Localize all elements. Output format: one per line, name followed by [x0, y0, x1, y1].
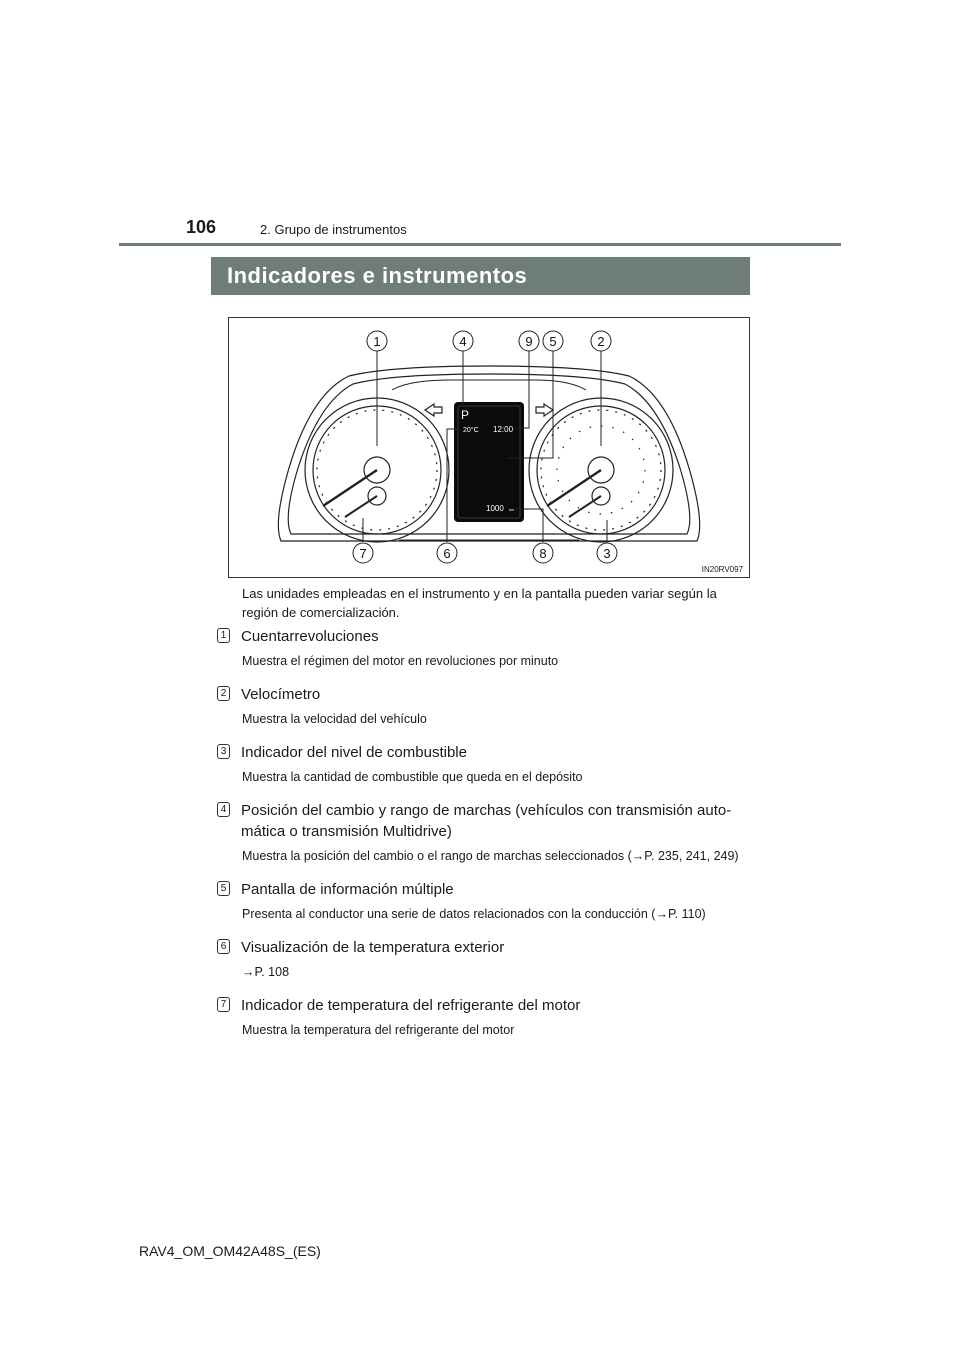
item-title: Visualización de la temperatura exterior	[241, 939, 505, 956]
figure-code: IN20RV097	[701, 565, 743, 574]
item-number-badge: 5	[217, 881, 230, 896]
item-number-badge: 6	[217, 939, 230, 954]
item-title: Indicador de temperatura del refrigerante del motor	[241, 997, 581, 1014]
callout-8: 8	[539, 546, 547, 561]
item-title: Pantalla de información múltiple	[241, 881, 454, 898]
item-description: Muestra la posición del cambio o el rango de marchas seleccionados (→P. 235, 241, 249)	[242, 849, 739, 863]
page-number: 106	[186, 217, 217, 237]
item-description: Muestra la temperatura del refrigerante del motor	[242, 1023, 515, 1037]
instrument-cluster-illustration	[229, 318, 749, 577]
item-description: Muestra la cantidad de combustible que queda en el depósito	[242, 770, 583, 784]
clock-readout: 12:00	[493, 425, 514, 434]
odometer-unit: km	[509, 507, 515, 512]
item-description: Presenta al conductor una serie de datos relacionados con la conducción (→P. 110)	[242, 907, 706, 921]
callout-4: 4	[459, 334, 467, 349]
list-item	[217, 937, 757, 981]
item-description: Muestra la velocidad del vehículo	[242, 712, 427, 726]
list-item	[217, 800, 757, 865]
list-item	[217, 626, 757, 670]
callout-1: 1	[373, 334, 381, 349]
item-list	[217, 626, 757, 1053]
header-divider	[119, 243, 841, 246]
callout-5: 5	[549, 334, 557, 349]
item-number-badge: 7	[217, 997, 230, 1012]
odometer-readout: 1000	[486, 504, 504, 513]
item-title: Cuentarrevoluciones	[241, 628, 379, 645]
item-description: →P. 108	[242, 965, 290, 979]
document-code: RAV4_OM_OM42A48S_(ES)	[139, 1243, 321, 1259]
list-item	[217, 879, 757, 923]
item-title: Posición del cambio y rango de marchas (vehículos con transmisión auto-mática o transmisión Multidrive)	[241, 802, 732, 840]
section-title-bar	[211, 257, 750, 295]
item-number-badge: 3	[217, 744, 230, 759]
units-note: Las unidades empleadas en el instrumento y en la pantalla pueden variar según la región de comercialización.	[242, 586, 717, 620]
instrument-cluster-figure	[228, 317, 750, 578]
list-item	[217, 995, 757, 1039]
item-number-badge: 2	[217, 686, 230, 701]
item-description: Muestra el régimen del motor en revoluciones por minuto	[242, 654, 559, 668]
callout-2: 2	[597, 334, 605, 349]
callout-3: 3	[603, 546, 611, 561]
callout-6: 6	[443, 546, 451, 561]
item-number-badge: 4	[217, 802, 230, 817]
section-title: Indicadores e instrumentos	[227, 263, 528, 288]
item-number-badge: 1	[217, 628, 230, 643]
item-title: Velocímetro	[241, 686, 321, 703]
item-title: Indicador del nivel de combustible	[241, 744, 467, 761]
shift-position-readout: P	[461, 408, 470, 422]
chapter-title: 2. Grupo de instrumentos	[260, 222, 407, 237]
callout-7: 7	[359, 546, 367, 561]
list-item	[217, 684, 757, 728]
list-item	[217, 742, 757, 786]
outside-temperature-readout: 20°C	[463, 427, 479, 434]
callout-9: 9	[525, 334, 533, 349]
